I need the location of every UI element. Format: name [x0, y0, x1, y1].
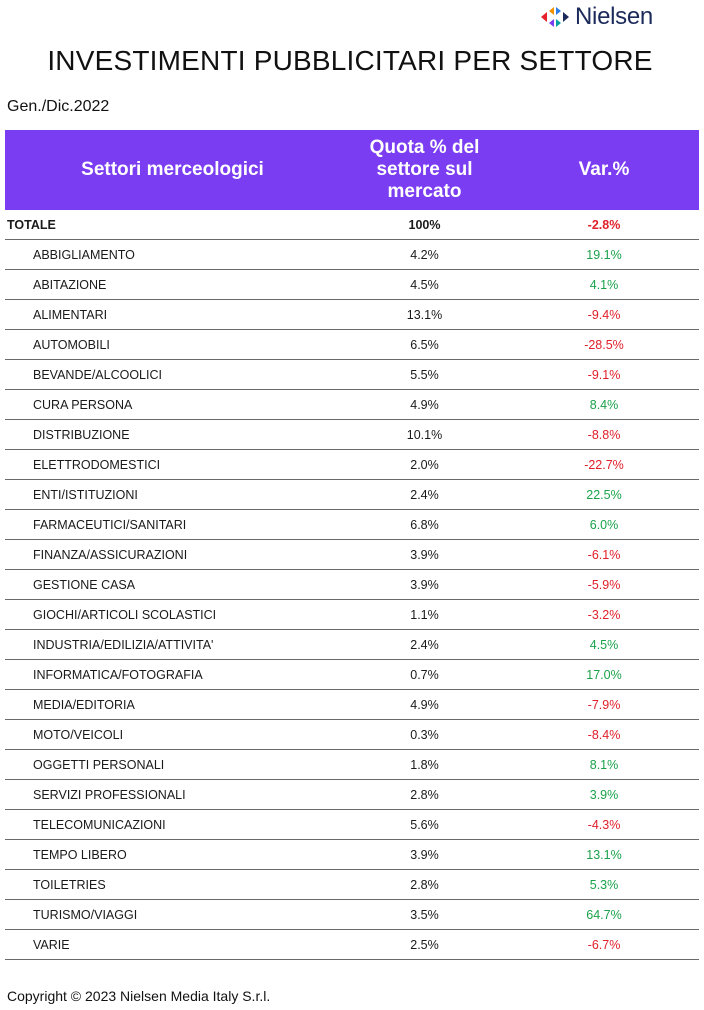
table-row	[5, 420, 699, 450]
sector-cell: TOILETRIES	[33, 877, 106, 892]
var-cell: 4.5%	[589, 637, 619, 652]
sector-cell: BEVANDE/ALCOOLICI	[33, 367, 162, 382]
sector-cell: TEMPO LIBERO	[33, 847, 127, 862]
var-cell: 8.4%	[589, 397, 619, 412]
sector-cell: FARMACEUTICI/SANITARI	[33, 517, 187, 532]
table-row	[5, 600, 699, 630]
sector-cell: INDUSTRIA/EDILIZIA/ATTIVITA'	[33, 637, 214, 652]
sector-cell: FINANZA/ASSICURAZIONI	[33, 547, 188, 562]
table-row-total	[5, 210, 699, 240]
sector-cell: ABBIGLIAMENTO	[33, 247, 135, 262]
share-cell: 2.5%	[410, 937, 439, 952]
share-cell: 2.0%	[410, 457, 439, 472]
var-cell: -5.9%	[587, 577, 621, 592]
var-cell: -9.1%	[587, 367, 621, 382]
share-cell: 4.9%	[410, 397, 439, 412]
share-cell: 3.9%	[410, 547, 439, 562]
sector-cell: ABITAZIONE	[33, 277, 107, 292]
var-cell: -6.7%	[587, 937, 621, 952]
total-share: 100%	[408, 217, 441, 232]
var-cell: -3.2%	[587, 607, 621, 622]
sector-cell: CURA PERSONA	[33, 397, 133, 412]
sector-cell: MOTO/VEICOLI	[33, 727, 124, 742]
share-cell: 2.4%	[410, 637, 439, 652]
table-row	[5, 480, 699, 510]
share-cell: 3.5%	[410, 907, 439, 922]
table-row	[5, 840, 699, 870]
table-row	[5, 300, 699, 330]
total-var: -2.8%	[587, 217, 621, 232]
table-row	[5, 510, 699, 540]
share-cell: 10.1%	[406, 427, 443, 442]
table-row	[5, 750, 699, 780]
header-share-line1: Quota % del	[369, 137, 480, 158]
nielsen-logo	[540, 3, 653, 30]
sector-cell: OGGETTI PERSONALI	[33, 757, 165, 772]
share-cell: 1.1%	[410, 607, 439, 622]
header-share	[340, 130, 509, 210]
var-cell: 13.1%	[586, 847, 622, 862]
share-cell: 1.8%	[410, 757, 439, 772]
sector-cell: ENTI/ISTITUZIONI	[33, 487, 138, 502]
table-row	[5, 450, 699, 480]
table-row	[5, 900, 699, 930]
header-var: Var.%	[578, 159, 630, 180]
sector-cell: MEDIA/EDITORIA	[33, 697, 135, 712]
var-cell: 19.1%	[586, 247, 622, 262]
share-cell: 4.9%	[410, 697, 439, 712]
share-cell: 3.9%	[410, 847, 439, 862]
table-header	[5, 130, 699, 210]
var-cell: 8.1%	[589, 757, 619, 772]
share-cell: 2.4%	[410, 487, 439, 502]
table-row	[5, 570, 699, 600]
var-cell: 17.0%	[586, 667, 622, 682]
share-cell: 3.9%	[410, 577, 439, 592]
var-cell: -22.7%	[584, 457, 624, 472]
share-cell: 5.5%	[410, 367, 439, 382]
table-row	[5, 780, 699, 810]
sector-cell: ALIMENTARI	[33, 307, 108, 322]
table-row	[5, 690, 699, 720]
share-cell: 6.8%	[410, 517, 439, 532]
table-row	[5, 330, 699, 360]
sector-cell: TURISMO/VIAGGI	[33, 907, 138, 922]
sector-table	[5, 130, 699, 960]
var-cell: -8.4%	[587, 727, 621, 742]
share-cell: 0.7%	[410, 667, 439, 682]
var-cell: 22.5%	[586, 487, 622, 502]
var-cell: 64.7%	[586, 907, 622, 922]
var-cell: -28.5%	[584, 337, 624, 352]
var-cell: -4.3%	[587, 817, 621, 832]
sector-cell: GIOCHI/ARTICOLI SCOLASTICI	[33, 607, 217, 622]
total-sector: TOTALE	[7, 217, 56, 232]
table-row	[5, 810, 699, 840]
sector-cell: DISTRIBUZIONE	[33, 427, 130, 442]
var-cell: 5.3%	[589, 877, 619, 892]
share-cell: 2.8%	[410, 877, 439, 892]
table-body	[5, 240, 699, 960]
share-cell: 2.8%	[410, 787, 439, 802]
var-cell: 4.1%	[589, 277, 619, 292]
share-cell: 13.1%	[406, 307, 443, 322]
table-row	[5, 930, 699, 960]
var-cell: 3.9%	[589, 787, 619, 802]
table-row	[5, 270, 699, 300]
header-share-line3: mercato	[387, 181, 462, 202]
nielsen-diamond-icon	[540, 7, 570, 27]
page-title: INVESTIMENTI PUBBLICITARI PER SETTORE	[47, 45, 653, 76]
period-label: Gen./Dic.2022	[7, 98, 110, 115]
sector-cell: TELECOMUNICAZIONI	[33, 817, 166, 832]
sector-cell: GESTIONE CASA	[33, 577, 136, 592]
share-cell: 6.5%	[410, 337, 439, 352]
sector-cell: VARIE	[33, 937, 70, 952]
share-cell: 5.6%	[410, 817, 439, 832]
table-row	[5, 360, 699, 390]
copyright: Copyright © 2023 Nielsen Media Italy S.r.l.	[7, 988, 271, 1004]
var-cell: -6.1%	[587, 547, 621, 562]
var-cell: -9.4%	[587, 307, 621, 322]
table-row	[5, 540, 699, 570]
sector-cell: SERVIZI PROFESSIONALI	[33, 787, 186, 802]
table-row	[5, 660, 699, 690]
var-cell: 6.0%	[589, 517, 619, 532]
sector-cell: ELETTRODOMESTICI	[33, 457, 161, 472]
var-cell: -7.9%	[587, 697, 621, 712]
var-cell: -8.8%	[587, 427, 621, 442]
sector-cell: AUTOMOBILI	[33, 337, 110, 352]
sector-cell: INFORMATICA/FOTOGRAFIA	[33, 667, 203, 682]
share-cell: 0.3%	[410, 727, 439, 742]
table-row	[5, 870, 699, 900]
share-cell: 4.2%	[410, 247, 439, 262]
logo-text: Nielsen	[575, 3, 653, 30]
table-row	[5, 720, 699, 750]
header-share-line2: settore sul	[376, 159, 473, 180]
table-row	[5, 390, 699, 420]
share-cell: 4.5%	[410, 277, 439, 292]
header-sector: Settori merceologici	[81, 159, 264, 180]
table-row	[5, 630, 699, 660]
table-row	[5, 240, 699, 270]
